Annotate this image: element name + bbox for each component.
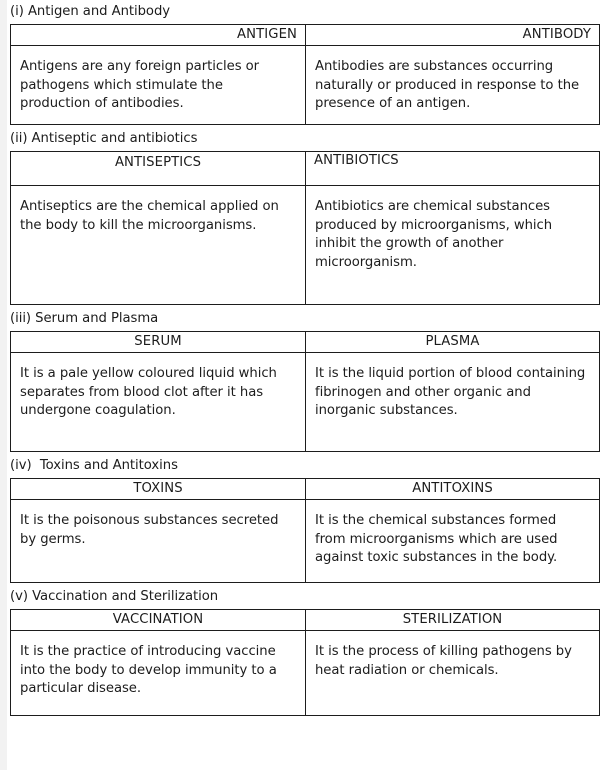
section-label: (v) Vaccination and Sterilization [10, 589, 219, 604]
column-header-left: TOXINS [133, 481, 183, 496]
table-cell-right [306, 353, 600, 452]
section-serum-plasma [10, 307, 599, 452]
column-header-right: ANTIBIOTICS [314, 153, 399, 168]
column-header-left: ANTIGEN [237, 27, 297, 42]
table-cell-left [11, 500, 306, 583]
section-label: (i) Antigen and Antibody [10, 4, 171, 19]
section-toxins-antitoxins [10, 454, 599, 583]
column-header-right: PLASMA [425, 334, 480, 349]
cell-text-left: It is the practice of introducing vaccine into the body to develop immunity to a particular disease. [20, 644, 277, 696]
column-header-left: SERUM [134, 334, 182, 349]
table-cell-left [11, 46, 306, 125]
comparison-table [10, 331, 600, 452]
cell-text-right: It is the liquid portion of blood containing fibrinogen and other organic and inorganic substances. [315, 366, 586, 418]
table-header-row [11, 479, 600, 500]
comparison-table [10, 478, 600, 583]
table-row [11, 46, 600, 125]
section-antiseptic-antibiotics [10, 127, 599, 305]
column-header-left: ANTISEPTICS [114, 155, 202, 170]
cell-text-left: It is the poisonous substances secreted by germs. [20, 513, 279, 547]
table-row [11, 500, 600, 583]
comparison-table [10, 609, 600, 716]
table-header-row [11, 25, 600, 46]
table-header-cell-right [306, 25, 600, 46]
table-cell-right [306, 500, 600, 583]
table-cell-left [11, 631, 306, 716]
table-row [11, 186, 600, 305]
table-header-cell-left [11, 25, 306, 46]
table-cell-left [11, 353, 306, 452]
table-header-cell-right [306, 152, 600, 186]
column-header-right: ANTITOXINS [412, 481, 493, 496]
comparison-table [10, 24, 600, 125]
section-label: (ii) Antiseptic and antibiotics [10, 131, 198, 146]
table-header-cell-left [11, 332, 306, 353]
table-header-cell-left [11, 152, 306, 186]
column-header-right: ANTIBODY [522, 27, 591, 42]
cell-text-left: Antigens are any foreign particles or pathogens which stimulate the production of antibodies. [20, 59, 260, 111]
section-antigen-antibody [10, 0, 599, 125]
table-header-cell-right [306, 610, 600, 631]
table-header-row [11, 610, 600, 631]
table-cell-right [306, 186, 600, 305]
column-header-left: VACCINATION [112, 612, 204, 627]
comparison-table [10, 151, 600, 305]
section-label: (iii) Serum and Plasma [10, 311, 159, 326]
table-cell-left [11, 186, 306, 305]
table-cell-right [306, 46, 600, 125]
table-cell-right [306, 631, 600, 716]
column-header-right: STERILIZATION [402, 612, 503, 627]
cell-text-left: It is a pale yellow coloured liquid which separates from blood clot after it has undergone coagulation. [20, 366, 277, 418]
cell-text-right: Antibiotics are chemical substances produced by microorganisms, which inhibit the growth of another microorganism. [315, 199, 553, 270]
table-header-cell-left [11, 610, 306, 631]
section-label: (iv) Toxins and Antitoxins [10, 458, 178, 473]
table-header-cell-left [11, 479, 306, 500]
table-row [11, 631, 600, 716]
section-vaccination-sterilization [10, 585, 599, 716]
table-header-cell-right [306, 479, 600, 500]
cell-text-right: Antibodies are substances occurring naturally or produced in response to the presence of an antigen. [315, 59, 580, 111]
table-header-row [11, 332, 600, 353]
cell-text-right: It is the chemical substances formed from microorganisms which are used against toxic substances in the body. [315, 513, 558, 565]
table-row [11, 353, 600, 452]
table-header-cell-right [306, 332, 600, 353]
table-header-row [11, 152, 600, 186]
cell-text-right: It is the process of killing pathogens by heat radiation or chemicals. [315, 644, 572, 678]
cell-text-left: Antiseptics are the chemical applied on the body to kill the microorganisms. [20, 199, 279, 233]
